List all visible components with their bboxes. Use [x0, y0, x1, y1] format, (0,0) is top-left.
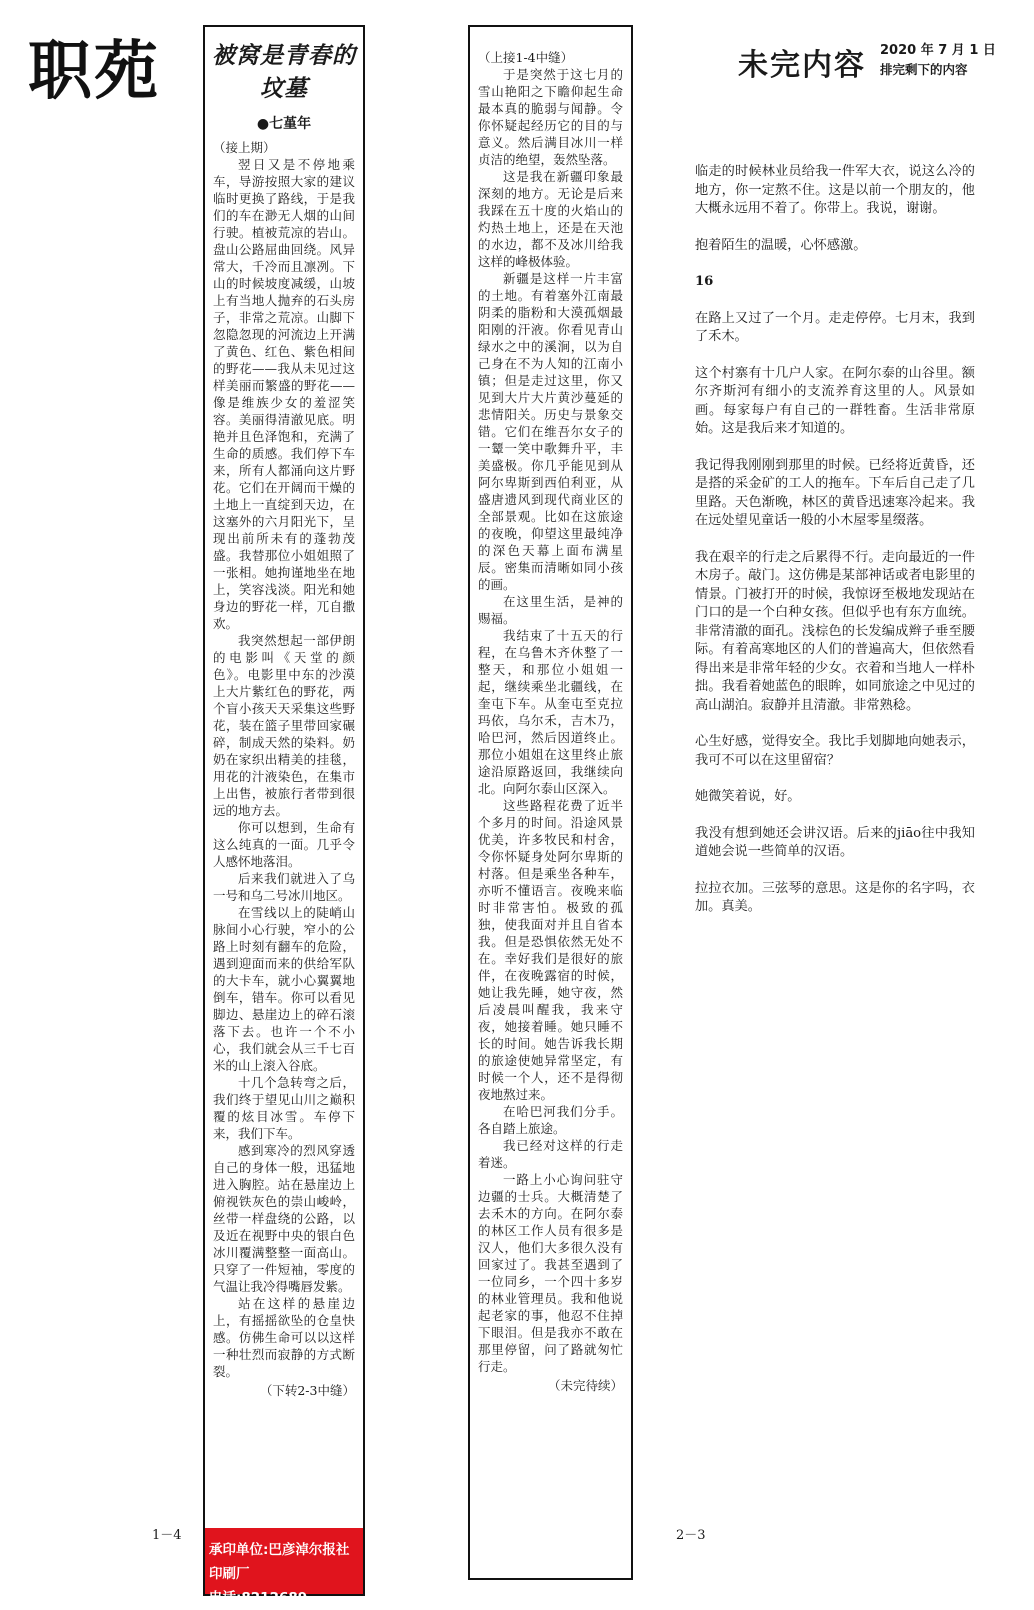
paragraph: 我记得我刚刚到那里的时候。已经将近黄昏，还是搭的采金矿的工人的拖车。下车后自己走了几里路。天色渐晚，林区的黄昏迅速寒冷起来。我在远处望见童话一般的小木屋零星缀落。: [695, 457, 975, 528]
paragraph: 我突然想起一部伊朗的电影叫《天堂的颜色》。电影里中东的沙漠上大片紫红色的野花，两个盲小孩天天采集这些野花，装在篮子里带回家碾碎，制成天然的染料。奶奶在家织出精美的挂毯，用花的汁液染色，在集市上出售，被旅行者带到很远的地方去。: [213, 633, 355, 818]
article-title: 被窝是青春的坟墓: [212, 42, 356, 102]
paragraph: 在雪线以上的陡峭山脉间小心行驶，窄小的公路上时刻有翻车的危险，遇到迎面而来的供给军队的大卡车，就小心翼翼地倒车，错车。你可以看见脚边、悬崖边上的碎石滚落下去。也许一个不小心，我们就会从三千七百米的山上滚入谷底。: [213, 905, 355, 1073]
paragraph: 拉拉衣加。三弦琴的意思。这是你的名字吗，衣加。真美。: [695, 880, 975, 914]
column-1-body: [205, 139, 363, 1399]
paragraph: 于是突然于这七月的雪山艳阳之下瞻仰起生命最本真的脆弱与闻静。令你怀疑起经历它的目的与意义。然后满目冰川一样贞洁的绝望，轰然坠落。: [478, 67, 623, 167]
paragraph: 她微笑着说，好。: [695, 789, 801, 804]
page-number-left: 1－4: [152, 1528, 182, 1543]
paragraph: 后来我们就进入了乌一号和乌二号冰川地区。: [213, 871, 355, 903]
section-title: 未完内容: [738, 48, 866, 83]
column-2: [468, 25, 633, 1580]
paragraph: 我已经对这样的行走着迷。: [478, 1138, 623, 1170]
masthead-title: 职苑: [28, 35, 160, 109]
paragraph: 你可以想到，生命有这么纯真的一面。几乎令人感怀地落泪。: [213, 820, 355, 869]
continued-note: （接上期）: [213, 140, 276, 155]
continued-trailer: （下转2-3中缝）: [259, 1383, 355, 1398]
paragraph: 一路上小心询问驻守边疆的士兵。大概清楚了去禾木的方向。在阿尔泰的林区工作人员有很多是汉人，他们大多很久没有回家过了。我甚至遇到了一位同乡，一个四十多岁的林业管理员。我和他说起老家的事，他忍不住掉下眼泪。但是我亦不敢在那里停留，问了路就匆忙行走。: [478, 1172, 623, 1374]
paragraph: 心生好感，觉得安全。我比手划脚地向她表示，我可不可以在这里留宿？: [695, 734, 975, 768]
chapter-number: 16: [695, 274, 714, 289]
paragraph: 在哈巴河我们分手。各自踏上旅途。: [478, 1104, 623, 1136]
paragraph: 感到寒冷的烈风穿透自己的身体一般，迅猛地进入胸腔。站在悬崖边上俯视铁灰色的崇山峻岭，丝带一样盘绕的公路，以及近在视野中央的银白色冰川覆满整整一面高山。只穿了一件短袖，零度的气温让我冷得嘴唇发紫。: [213, 1143, 355, 1294]
paragraph: 我在艰辛的行走之后累得不行。走向最近的一件木房子。敲门。这仿佛是某部神话或者电影里的情景。门被打开的时候，我惊讶至极地发现站在门口的是一个白种女孩。但似乎也有东方血统。非常清澈的面孔。浅棕色的长发编成辫子垂至腰际。有着高寒地区的人们的普遍高大，但依然看得出来是非常年轻的少女。衣着和当地人一样朴拙。我看着她蓝色的眼眸，如同旅途之中见过的高山湖泊。寂静并且清澈。非常熟稔。: [695, 549, 975, 713]
paragraph: 在这里生活，是神的赐福。: [478, 594, 623, 626]
overflow-content: [695, 163, 975, 935]
printer-footer: [205, 1528, 363, 1606]
printer-phone: 电话:8212689: [209, 1590, 308, 1606]
article-author: ●七堇年: [256, 116, 312, 132]
paragraph: 我没有想到她还会讲汉语。后来的jiāo往中我知道她会说一些简单的汉语。: [695, 825, 975, 859]
issue-date: 2020 年 7 月 1 日: [880, 43, 996, 58]
paragraph: 在路上又过了一个月。走走停停。七月末，我到了禾木。: [695, 310, 975, 344]
continued-trailer: （未完待续）: [547, 1378, 623, 1393]
paragraph: 翌日又是不停地乘车，导游按照大家的建议临时更换了路线，于是我们的车在渺无人烟的山间行驶。植被荒凉的岩山。盘山公路屈曲回绕。风异常大，千冷而且凛冽。下山的时候坡度减缓，山坡上有当地人抛弃的石头房子，非常之荒凉。山脚下忽隐忽现的河流边上开满了黄色、红色、紫色相间的野花——我从未见过这样美丽而繁盛的野花——像是维族少女的羞涩笑容。美丽得清澈见底。明艳并且色泽饱和，充满了生命的质感。我们停下车来，所有人都涌向这片野花。它们在开阔而干燥的土地上一直绽到天边，在这塞外的六月阳光下，呈现出前所未有的蓬勃茂盛。我替那位小姐姐照了一张相。她拘谨地坐在地上，笑容浅淡。阳光和她身边的野花一样，兀自撒欢。: [213, 157, 355, 631]
paragraph: 新疆是这样一片丰富的土地。有着塞外江南最阴柔的脂粉和大漠孤烟最阳刚的汗液。你看见青山绿水之中的溪涧，以为自己身在不为人知的江南小镇；但是走过这里，你又见到大片大片黄沙蔓延的悲情阳关。历史与景象交错。它们在维吾尔女子的一颦一笑中歌舞升平，丰美盛极。你几乎能见到从阿尔卑斯到西伯利亚，从盛唐遗风到现代商业区的全部景观。比如在这旅途的夜晚，仰望这里最纯净的深色天幕上面布满星辰。密集而清晰如同小孩的画。: [478, 271, 623, 592]
paragraph: 这些路程花费了近半个多月的时间。沿途风景优美，许多牧民和村舍，令你怀疑身处阿尔卑斯的村落。但是乘坐各种车，亦听不懂语言。夜晚来临时非常害怕。极致的孤独，使我面对并且自省本我。但是恐惧依然无处不在。幸好我们是很好的旅伴，在夜晚露宿的时候，她让我先睡，她守夜，然后凌晨叫醒我，我来守夜，她接着睡。她只睡不长的时间。她告诉我长期的旅途使她异常坚定，有时候一个人，还不是得彻夜地熬过来。: [478, 798, 623, 1102]
page-number-right: 2－3: [676, 1528, 706, 1543]
paragraph: 临走的时候林业员给我一件军大衣，说这么冷的地方，你一定熬不住。这是以前一个朋友的，他大概永远用不着了。你带上。我说，谢谢。: [695, 164, 975, 216]
paragraph: 这是我在新疆印象最深刻的地方。无论是后来我踩在五十度的火焰山的灼热土地上，还是在天池的水边，都不及冰川给我这样的峰极体验。: [478, 169, 623, 269]
paragraph: 站在这样的悬崖边上，有摇摇欲坠的仓皇快感。仿佛生命可以以这样一种壮烈而寂静的方式断裂。: [213, 1296, 355, 1379]
paragraph: 抱着陌生的温暖，心怀感激。: [695, 237, 867, 253]
column-1: [203, 25, 365, 1606]
column-2-body: [470, 49, 631, 1394]
continued-note: （上接1-4中缝）: [478, 50, 574, 65]
paragraph: 十几个急转弯之后，我们终于望见山川之巅积覆的炫目冰雪。车停下来，我们下车。: [213, 1075, 355, 1141]
paragraph: 这个村寨有十几户人家。在阿尔泰的山谷里。额尔齐斯河有细小的支流养育这里的人。风景如画。每家每户有自己的一群牲畜。生活非常原始。这是我后来才知道的。: [695, 365, 975, 436]
section-subtitle: 排完剩下的内容: [880, 62, 968, 77]
paragraph: 我结束了十五天的行程，在乌鲁木齐休整了一整天，和那位小姐姐一起，继续乘坐北疆线，在奎屯下车。从奎屯至克拉玛依，乌尔禾，吉木乃，哈巴河，然后因道终止。那位小姐姐在这里终止旅途沿原路返回，我继续向北。向阿尔泰山区深入。: [478, 628, 623, 796]
printer-name: 承印单位:巴彦淖尔报社印刷厂: [209, 1542, 350, 1582]
